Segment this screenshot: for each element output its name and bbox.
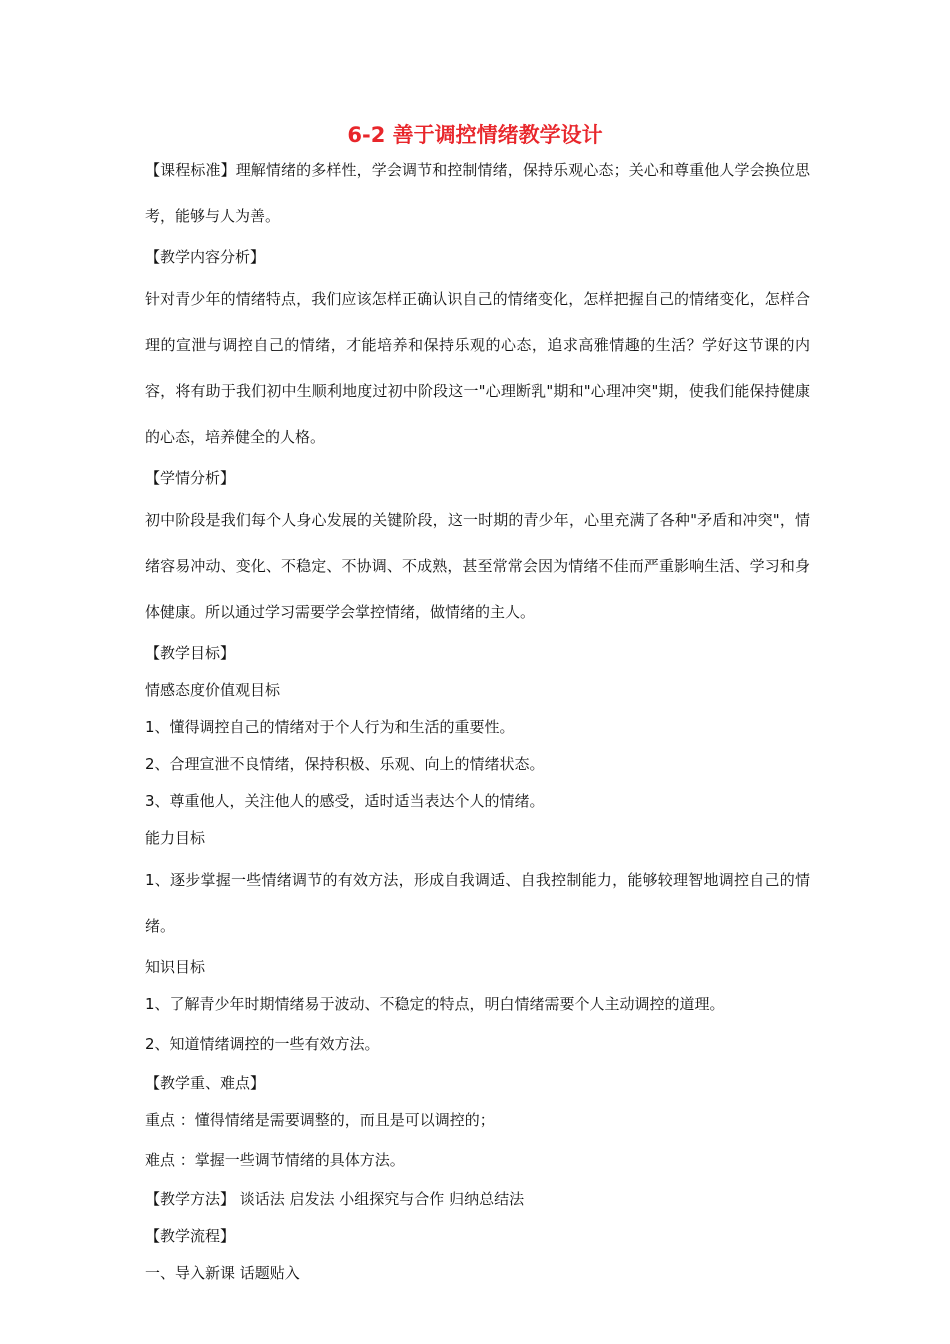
emotion-goal-item: 1、懂得调控自己的情绪对于个人行为和生活的重要性。 — [145, 718, 515, 736]
content-analysis-heading: 【教学内容分析】 — [145, 248, 266, 266]
student-analysis-paragraph: 初中阶段是我们每个人身心发展的关键阶段，这一时期的青少年，心里充满了各种"矛盾和冲突"，情绪容易冲动、变化、不稳定、不协调、不成熟，甚至常常会因为情绪不佳而严重影响生活、学习和身体健康。所以通过学习需要学会掌控情绪，做情绪的主人。 — [145, 511, 810, 621]
teaching-methods-line: 【教学方法】 谈话法 启发法 小组探究与合作 归纳总结法 — [145, 1190, 525, 1208]
student-analysis-heading: 【学情分析】 — [145, 469, 236, 487]
key-point-line: 重点 ：懂得情绪是需要调整的，而且是可以调控的； — [145, 1111, 495, 1129]
difficult-point-line: 难点 ：掌握一些调节情绪的具体方法。 — [145, 1151, 405, 1169]
knowledge-goal-item: 1、了解青少年时期情绪易于波动、不稳定的特点，明白情绪需要个人主动调控的道理。 — [145, 995, 725, 1013]
curriculum-standard-paragraph: 【课程标准】理解情绪的多样性，学会调节和控制情绪，保持乐观心态；关心和尊重他人学会换位思考，能够与人为善。 — [145, 161, 810, 225]
knowledge-goal-heading: 知识目标 — [145, 958, 206, 976]
emotion-goal-item: 3、尊重他人，关注他人的感受，适时适当表达个人的情绪。 — [145, 792, 545, 810]
emotion-goal-heading: 情感态度价值观目标 — [145, 681, 281, 699]
document-title: 6-2 善于调控情绪教学设计 — [347, 123, 603, 147]
objectives-heading: 【教学目标】 — [145, 644, 236, 662]
process-step-one: 一、导入新课 话题贴入 — [145, 1264, 300, 1282]
emotion-goal-item: 2、合理宣泄不良情绪，保持积极、乐观、向上的情绪状态。 — [145, 755, 545, 773]
key-points-heading: 【教学重、难点】 — [145, 1074, 266, 1092]
content-analysis-paragraph: 针对青少年的情绪特点，我们应该怎样正确认识自己的情绪变化，怎样把握自己的情绪变化，怎样合理的宣泄与调控自己的情绪，才能培养和保持乐观的心态，追求高雅情趣的生活？学好这节课的内容，将有助于我们初中生顺利地度过初中阶段这一"心理断乳"期和"心理冲突"期，使我们能保持健康的心态，培养健全的人格。 — [145, 290, 810, 446]
document-body — [145, 147, 810, 1292]
ability-goal-heading: 能力目标 — [145, 829, 206, 847]
knowledge-goal-item: 2、知道情绪调控的一些有效方法。 — [145, 1035, 380, 1053]
ability-goal-paragraph: 1、逐步掌握一些情绪调节的有效方法，形成自我调适、自我控制能力，能够较理智地调控自己的情绪。 — [145, 871, 810, 935]
process-heading: 【教学流程】 — [145, 1227, 236, 1245]
